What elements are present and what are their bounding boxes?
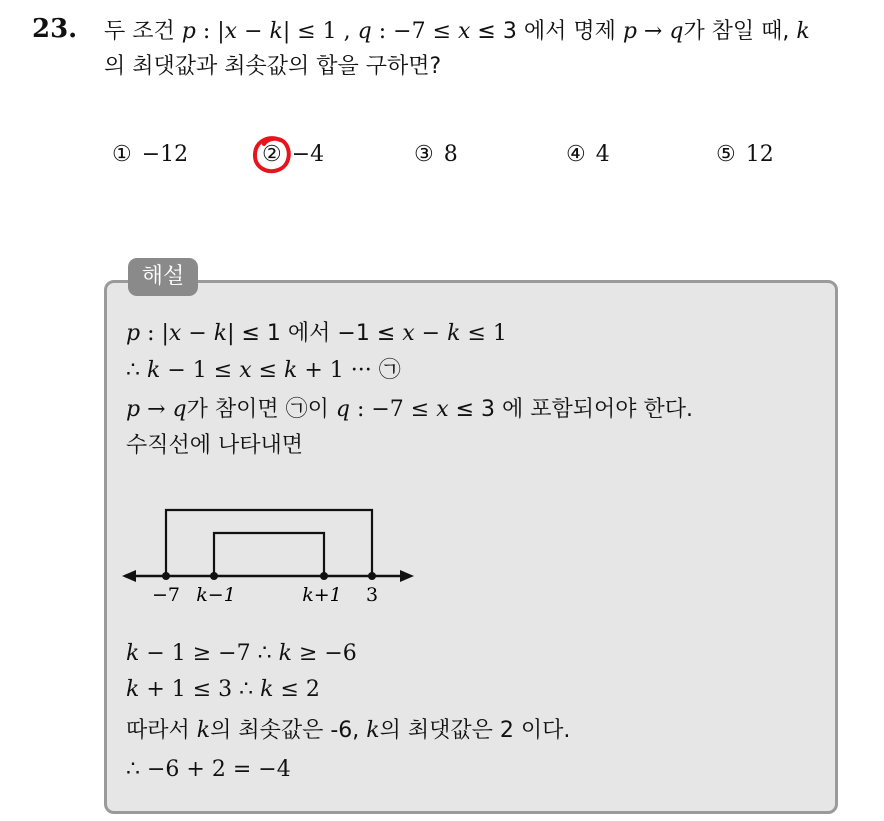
explanation-line-1: p : |x − k| ≤ 1 에서 −1 ≤ x − k ≤ 1	[126, 321, 507, 346]
explanation-line-4: 수직선에 나타내면	[126, 433, 304, 458]
interval-q-bracket	[166, 510, 372, 576]
explanation-line-7: 따라서 k의 최솟값은 -6, k의 최댓값은 2 이다.	[126, 718, 571, 743]
point-k-plus-1	[320, 572, 328, 580]
choice-4[interactable]: ④ 4	[566, 142, 610, 167]
axis-left-arrow	[122, 570, 136, 582]
explanation-tab-label: 해설	[128, 258, 198, 296]
answer-choices	[0, 142, 884, 178]
answer-mark-circle	[250, 132, 296, 178]
label-k-plus-1: k+1	[302, 584, 342, 606]
choice-1[interactable]: ① −12	[112, 142, 189, 167]
explanation-line-6: k + 1 ≤ 3 ∴ k ≤ 2	[126, 677, 320, 702]
explanation-line-8: ∴ −6 + 2 = −4	[126, 757, 291, 782]
choice-3[interactable]: ③ 8	[414, 142, 458, 167]
question-text	[104, 14, 874, 84]
question-line-1: 두 조건 p : |x − k| ≤ 1 , q : −7 ≤ x ≤ 3 에서 명제 p → q가 참일 때, k	[104, 19, 810, 44]
explanation-line-2: ∴ k − 1 ≤ x ≤ k + 1 ··· ㉠	[126, 358, 401, 383]
point-k-minus-1	[210, 572, 218, 580]
label-3: 3	[365, 584, 379, 606]
label-k-minus-1: k−1	[196, 584, 236, 606]
axis-right-arrow	[400, 570, 414, 582]
choice-5[interactable]: ⑤ 12	[716, 142, 774, 167]
interval-p-bracket	[214, 533, 324, 576]
question-number: 23.	[32, 14, 78, 44]
choice-2[interactable]: ② −4	[262, 142, 325, 167]
explanation-line-5: k − 1 ≥ −7 ∴ k ≥ −6	[126, 641, 357, 666]
number-line-diagram	[118, 500, 428, 610]
label-minus-7: −7	[151, 584, 181, 606]
point-3	[368, 572, 376, 580]
explanation-line-3: p → q가 참이면 ㉠이 q : −7 ≤ x ≤ 3 에 포함되어야 한다.	[126, 397, 694, 422]
question-line-2: 의 최댓값과 최솟값의 합을 구하면?	[104, 54, 442, 79]
point-minus-7	[162, 572, 170, 580]
